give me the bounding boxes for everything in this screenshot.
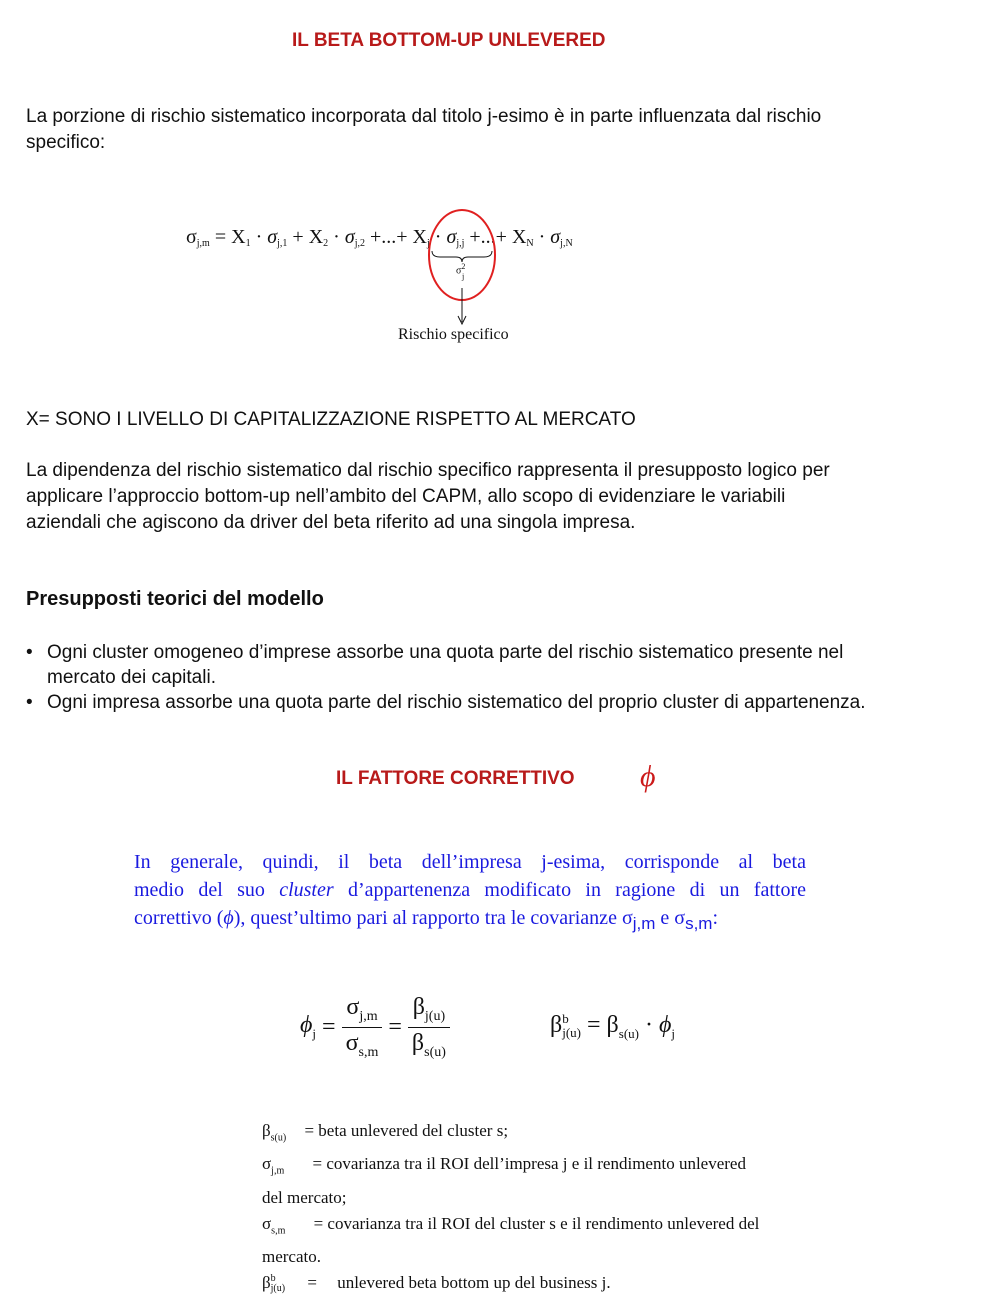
brace-label: $\sigma^2$ j: [456, 262, 466, 282]
general-statement: In generale, quindi, il beta dell’impresa j-esima, corrisponde al beta medio del suo cluster d’appartenenza modificato in ragione di un fattore correttivo (ϕ), quest’ultimo pari al rapporto tra le covarianze $\sigma_{j,m}$ e $\sigma_{s,m}$:: [134, 851, 806, 933]
legend-row-sigma-jm: $\sigma_{j,m}$ = covarianza tra il ROI dell’impresa j e il rendimento unlevered: [262, 1154, 746, 1177]
dependence-paragraph: [26, 458, 986, 536]
sigma-fraction: $\frac{\sigma_{j,m}}{\sigma_{s,m}}$: [342, 994, 383, 1061]
section-heading: Presupposti teorici del modello: [26, 588, 324, 610]
dependence-line-1: La dipendenza del rischio sistematico dal rischio specifico rappresenta il presupposto logico per: [26, 460, 830, 481]
page-title: IL BETA BOTTOM-UP UNLEVERED: [292, 30, 606, 51]
assumptions-list: [26, 640, 986, 715]
legend-row-beta-s: $\beta_{s(u)}$ = beta unlevered del cluster s;: [262, 1121, 509, 1144]
legend-row-sigma-sm: $\sigma_{s,m}$ = covarianza tra il ROI del cluster s e il rendimento unlevered del: [262, 1213, 760, 1237]
list-item: • Ogni cluster omogeneo d’imprese assorbe una quota parte del rischio sistematico presente nel mercato dei capitali.: [26, 642, 844, 688]
dependence-line-2: applicare l’approccio bottom-up nell’ambito del CAPM, allo scopo di evidenziare le variabili: [26, 486, 786, 507]
corrective-factor-title: IL FATTORE CORRETTIVO: [336, 768, 575, 789]
highlight-circle: [429, 210, 495, 300]
bullet-icon: •: [26, 642, 33, 663]
x-definition: X= SONO I LIVELLO DI CAPITALIZZAZIONE RISPETTO AL MERCATO: [26, 409, 636, 430]
symbol-legend: $\beta_{s(u)}$ = beta unlevered del cluster s; $\sigma_{j,m}$ = covarianza tra il ROI dell’impresa j e il rendimento unlevered del mercato; $\sigma_{s,m}$ = covarianza tra il ROI del cluster s e il rendimento unlevered del mercato. β b j(u) = unlevered beta bottom up del business j.: [262, 1118, 732, 1296]
list-item: • Ogni impresa assorbe una quota parte del rischio sistematico del proprio cluster di appartenenza.: [26, 692, 866, 713]
brace-icon: [432, 251, 492, 262]
intro-paragraph: [26, 104, 986, 156]
phi-symbol: ϕ: [640, 760, 656, 793]
intro-line-2: specifico:: [26, 132, 106, 153]
sigma-symbol: σ: [186, 226, 197, 248]
phi-ratio-formula: $\phi_j$ = $\frac{\sigma_{j,m}}{\sigma_{s,m}}$ = $\frac{\beta_{j(u)}}{\beta_{s(u)}}$: [300, 994, 450, 1061]
dependence-line-3: aziendali che agiscono da driver del beta riferito ad una singola impresa.: [26, 512, 636, 533]
bullet-icon: •: [26, 692, 33, 713]
beta-fraction: $\frac{\beta_{j(u)}}{\beta_{s(u)}}$: [408, 994, 450, 1061]
specific-risk-annotation: Rischio specifico: [398, 326, 509, 343]
beta-bottom-up-formula: β b j(u) = $\beta_{s(u)} \cdot \phi_j$: [550, 1011, 676, 1041]
intro-line-1: La porzione di rischio sistematico incorporata dal titolo j-esimo è in parte influenzata dal rischio: [26, 106, 822, 127]
systematic-risk-formula: $\sigma_{j,m} = X_1 \cdot \sigma_{j,1} + X_2 \cdot \sigma_{j,2}$ +...+ $X_j \cdot \sigma_{j,j}$ +...+ $X_N \cdot \sigma_{j,N}$: [186, 226, 573, 249]
specific-term: $X_j \cdot \sigma_{j,j}$: [412, 226, 465, 249]
legend-row-beta-b: β b j(u) = unlevered beta bottom up del business j.: [262, 1273, 611, 1295]
